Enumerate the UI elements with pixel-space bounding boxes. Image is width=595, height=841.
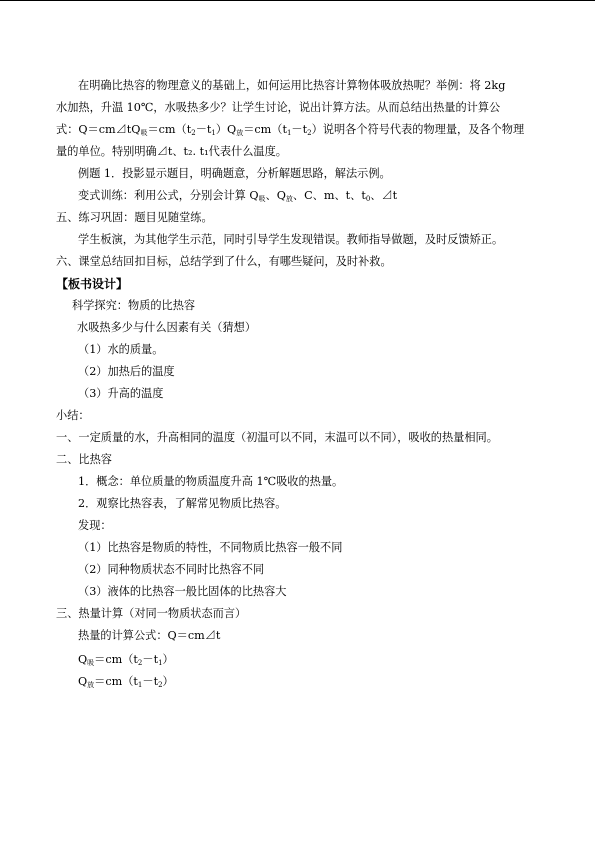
summary-point-two-heading: 二、比热容 bbox=[56, 453, 112, 466]
heat-formula-line: 热量的计算公式：Q＝cm⊿t bbox=[78, 629, 221, 642]
guess-item-3: （3）升高的温度 bbox=[78, 387, 164, 400]
heat-released-formula: $Q_放=cm(t_1-t_2)$ bbox=[78, 675, 174, 689]
paragraph-intro-line-2: 水加热，升温 10℃，水吸热多少？让学生讨论，说出计算方法。从而总结出热量的计算公 bbox=[56, 101, 501, 114]
guess-item-1: （1）水的质量。 bbox=[78, 343, 164, 356]
concept-line: 1．概念：单位质量的物质温度升高 1℃吸收的热量。 bbox=[78, 475, 344, 488]
paragraph-intro-line-1: 在明确比热容的物理意义的基础上，如何运用比热容计算物体吸放热呢？举例：将 2kg bbox=[78, 79, 506, 92]
finding-item-3: （3）液体的比热容一般比固体的比热容大 bbox=[78, 585, 287, 598]
finding-item-2: （2）同种物质状态不同时比热容不同 bbox=[78, 563, 265, 576]
paragraph-units-line: 量的单位。特别明确⊿t、t₂. t₁代表什么温度。 bbox=[56, 145, 287, 158]
variant-training-line: 变式训练：利用公式，分别会计算 $Q_吸$、$Q_放$、C、m、t、$t_0$、⊿t bbox=[78, 189, 398, 203]
summary-point-one: 一、一定质量的水，升高相同的温度（初温可以不同，末温可以不同），吸收的热量相同。 bbox=[56, 431, 498, 444]
heat-absorbed-formula: $Q_吸=cm(t_2-t_1)$ bbox=[78, 653, 174, 667]
page-top-rule bbox=[0, 0, 595, 1]
paragraph-formula-line: 式：$Q=cm⊿tQ_吸=cm(t_2-t_1)Q_放=cm(t_1-t_2)$说明各个符号代表的物理量，及各个物理 bbox=[56, 123, 525, 137]
example-line: 例题 1．投影显示题目，明确题意，分析解题思路，解法示例。 bbox=[78, 167, 391, 180]
board-design-heading: 【板书设计】 bbox=[56, 277, 129, 291]
board-question-line: 水吸热多少与什么因素有关（猜想） bbox=[77, 321, 257, 334]
observe-table-line: 2．观察比热容表，了解常见物质比热容。 bbox=[78, 497, 287, 510]
findings-label: 发现： bbox=[78, 519, 112, 532]
summary-point-three-heading: 三、热量计算（对同一物质状态而言） bbox=[56, 607, 247, 620]
finding-item-1: （1）比热容是物质的特性，不同物质比热容一般不同 bbox=[78, 541, 343, 554]
section-five-heading: 五、练习巩固：题目见随堂练。 bbox=[56, 211, 213, 224]
guess-item-2: （2）加热后的温度 bbox=[78, 365, 175, 378]
summary-label: 小结： bbox=[56, 409, 90, 422]
student-practice-line: 学生板演，为其他学生示范，同时引导学生发现错误。教师指导做题，及时反馈矫正。 bbox=[78, 233, 504, 246]
board-topic-line: 科学探究：物质的比热容 bbox=[72, 299, 196, 312]
section-six-heading: 六、课堂总结回扣目标，总结学到了什么，有哪些疑问，及时补救。 bbox=[56, 255, 392, 268]
